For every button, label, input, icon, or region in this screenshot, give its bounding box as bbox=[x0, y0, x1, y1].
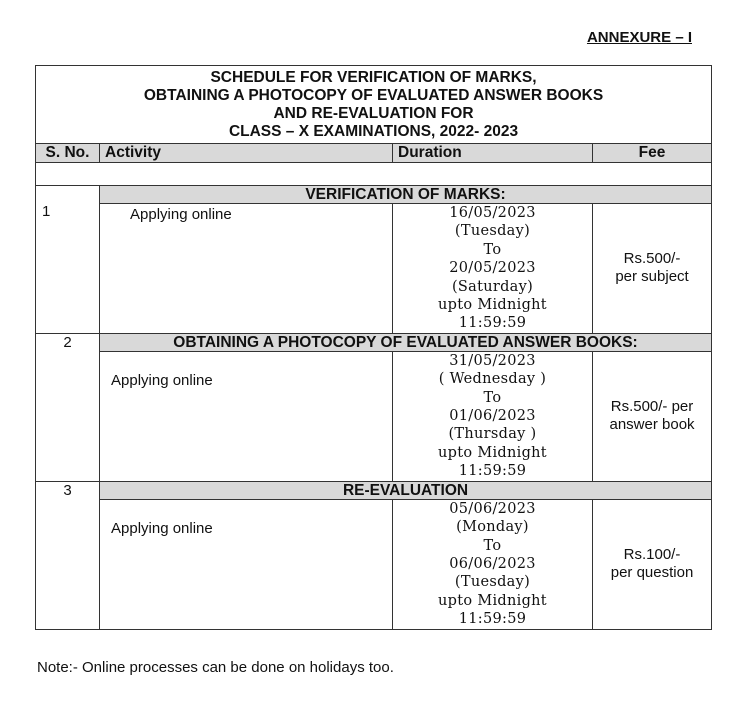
fee-line: per subject bbox=[615, 268, 689, 286]
fee-cell bbox=[593, 351, 712, 481]
section-heading: VERIFICATION OF MARKS: bbox=[100, 186, 712, 204]
duration-line: 31/05/2023 bbox=[449, 352, 536, 369]
duration-line: 11:59:59 bbox=[458, 611, 527, 628]
fee-line: Rs.500/- bbox=[623, 250, 681, 268]
duration-line: To bbox=[483, 537, 502, 554]
blank-cell bbox=[36, 163, 712, 186]
duration-line: 11:59:59 bbox=[458, 315, 527, 332]
fee-line: answer book bbox=[609, 416, 695, 434]
title-row bbox=[36, 66, 712, 144]
header-activity: Activity bbox=[100, 144, 393, 163]
blank-row bbox=[36, 163, 712, 186]
duration-cell bbox=[393, 351, 593, 481]
section-heading: RE-EVALUATION bbox=[100, 481, 712, 499]
activity-cell: Applying online bbox=[100, 351, 393, 481]
header-fee: Fee bbox=[593, 144, 712, 163]
footnote: Note:- Online processes can be done on holidays too. bbox=[37, 659, 394, 676]
duration-line: (Tuesday) bbox=[454, 574, 531, 591]
duration-line: (Thursday ) bbox=[448, 426, 537, 443]
duration-line: upto Midnight bbox=[438, 592, 547, 609]
duration-line: 05/06/2023 bbox=[449, 500, 536, 517]
section-row bbox=[36, 499, 712, 629]
fee-line: Rs.500/- per bbox=[610, 398, 694, 416]
header-sno: S. No. bbox=[36, 144, 100, 163]
section-row bbox=[36, 351, 712, 481]
schedule-table bbox=[35, 65, 712, 630]
fee-cell bbox=[593, 204, 712, 334]
duration-line: (Monday) bbox=[456, 519, 529, 536]
serial-number-text: 1 bbox=[42, 203, 51, 220]
schedule-title bbox=[36, 66, 712, 144]
activity-cell: Applying online bbox=[100, 499, 393, 629]
duration-line: upto Midnight bbox=[438, 297, 547, 314]
header-row bbox=[36, 144, 712, 163]
annexure-label: ANNEXURE – I bbox=[586, 29, 692, 46]
duration-line: To bbox=[483, 389, 502, 406]
duration-line: 20/05/2023 bbox=[449, 260, 536, 277]
duration-line: 16/05/2023 bbox=[449, 205, 536, 221]
duration-line: (Tuesday) bbox=[454, 223, 531, 240]
activity-cell: Applying online bbox=[100, 204, 393, 334]
duration-line: ( Wednesday ) bbox=[438, 371, 547, 388]
duration-line: 01/06/2023 bbox=[449, 408, 536, 425]
serial-number-text: 3 bbox=[63, 481, 72, 499]
fee-line: per question bbox=[610, 564, 694, 582]
section-heading: OBTAINING A PHOTOCOPY OF EVALUATED ANSWER BOOKS: bbox=[100, 333, 712, 351]
serial-number-text: 2 bbox=[63, 333, 72, 351]
title-line: OBTAINING A PHOTOCOPY OF EVALUATED ANSWER BOOKS bbox=[143, 87, 604, 104]
title-line: CLASS – X EXAMINATIONS, 2022- 2023 bbox=[228, 123, 519, 140]
duration-line: 06/06/2023 bbox=[449, 555, 536, 572]
title-line: AND RE-EVALUATION FOR bbox=[273, 105, 474, 122]
serial-number bbox=[36, 333, 100, 481]
duration-line: 11:59:59 bbox=[458, 463, 527, 480]
fee-line: Rs.100/- bbox=[623, 546, 681, 564]
section-heading-row bbox=[36, 333, 712, 351]
duration-cell bbox=[393, 499, 593, 629]
duration-line: upto Midnight bbox=[438, 444, 547, 461]
section-heading-row bbox=[36, 481, 712, 499]
section-row bbox=[36, 204, 712, 334]
serial-number bbox=[36, 186, 100, 334]
fee-cell bbox=[593, 499, 712, 629]
header-duration: Duration bbox=[393, 144, 593, 163]
title-line: SCHEDULE FOR VERIFICATION OF MARKS, bbox=[210, 69, 537, 86]
duration-line: (Saturday) bbox=[451, 278, 534, 295]
section-heading-row bbox=[36, 186, 712, 204]
serial-number bbox=[36, 481, 100, 629]
duration-cell bbox=[393, 204, 593, 334]
duration-line: To bbox=[483, 241, 502, 258]
